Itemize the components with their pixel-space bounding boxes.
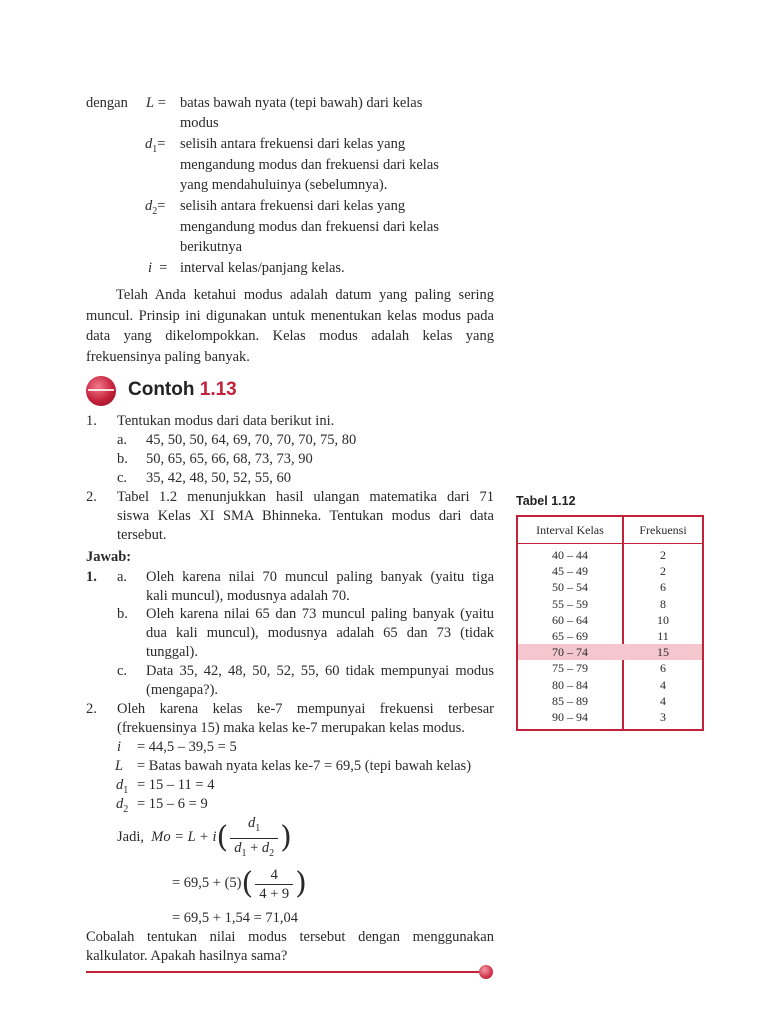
answer-text-line: tunggal).	[146, 644, 198, 660]
item-letter: b.	[117, 606, 128, 622]
def-text-line: batas bawah nyata (tepi bawah) dari kelas	[180, 95, 423, 111]
formula-lhs: Mo	[151, 829, 171, 846]
calc-L-line: = Batas bawah nyata kelas ke-7 = 69,5 (tepi bawah kelas)	[137, 758, 472, 774]
table-cell-frequency: 4	[660, 693, 666, 708]
item-text: 45, 50, 50, 64, 69, 70, 70, 70, 75, 80	[146, 432, 357, 448]
table-cell-interval: 50 – 54	[552, 580, 588, 595]
table-header	[518, 517, 702, 544]
def-text-line: modus	[180, 115, 219, 131]
item-letter: c.	[117, 470, 128, 486]
table-cell-interval: 80 – 84	[552, 677, 588, 692]
table-row	[518, 596, 702, 612]
answer-text-line: Data 35, 42, 48, 50, 52, 55, 60 tidak mempunyai modus	[146, 663, 494, 679]
answer-text-line: kali muncul), modusnya adalah 70.	[146, 588, 350, 604]
item-text: 50, 65, 65, 66, 68, 73, 73, 90	[146, 451, 313, 467]
answer-text-line: (frekuensinya 15) maka kelas ke-7 merupakan kelas modus.	[117, 720, 465, 736]
def-text-line: mengandung modus dan frekuensi dari kelas	[180, 219, 439, 235]
mode-formula: Jadi, Mo = L + i ( $\frac{d_1}{d_1 + d_2}$ )	[117, 818, 292, 858]
answer-text-line: Oleh karena nilai 70 muncul paling banyak (yaitu tiga	[146, 569, 494, 585]
table-row	[518, 563, 702, 579]
table-cell-frequency: 8	[660, 596, 666, 611]
def-equals: =	[159, 260, 168, 276]
def-symbol: d	[145, 136, 153, 152]
table-row	[518, 677, 702, 693]
def-symbol: d	[145, 198, 153, 214]
calc-d1-line: = 15 – 11 = 4	[137, 777, 215, 793]
calc-i-line: = 44,5 – 39,5 = 5	[137, 739, 237, 755]
def-text-line: yang mendahuluinya (sebelumnya).	[180, 177, 388, 193]
def-equals: =	[157, 198, 166, 214]
table-header-frequency: Frekuensi	[639, 523, 687, 537]
mode-step-2: = 69,5 + (5) ( $\frac{4}{4 + 9}$ )	[172, 866, 307, 902]
def-row-d1-cont	[0, 156, 768, 176]
answer-text-line: dua kali muncul), modusnya adalah 65 dan 73 (tidak	[146, 625, 494, 641]
question-number: 1.	[86, 413, 97, 429]
def-equals: =	[157, 136, 166, 152]
question-text: Tentukan modus dari data berikut ini.	[117, 413, 335, 429]
def-symbol: i	[148, 260, 153, 276]
jadi-label: Jadi,	[117, 829, 144, 846]
table-row	[518, 693, 702, 709]
step2-fraction: $\frac{4}{4 + 9}$	[255, 866, 293, 903]
table-cell-interval: 55 – 59	[552, 596, 588, 611]
table-cell-frequency: 2	[660, 548, 666, 562]
def-text-line: selisih antara frekuensi dari kelas yang	[180, 198, 406, 214]
question-text-line: Tabel 1.2 menunjukkan hasil ulangan matematika dari 71	[117, 489, 494, 505]
footer-ball-icon	[479, 965, 493, 979]
question-text-line: siswa Kelas XI SMA Bhinneka. Tentukan modus dari data	[117, 508, 494, 524]
formula-eq: = L + i	[174, 829, 217, 846]
table-cell-interval: 60 – 64	[552, 612, 588, 627]
answer-number: 1.	[86, 569, 97, 585]
def-text-line: interval kelas/panjang kelas.	[180, 260, 345, 276]
def-row-i	[0, 259, 768, 279]
def-row-d2-cont	[0, 218, 768, 238]
table-cell-interval: 75 – 79	[552, 661, 588, 676]
frequency-table	[516, 515, 704, 731]
contoh-label: Contoh	[128, 379, 195, 400]
contoh-heading	[128, 378, 237, 402]
answer-text-line: (mengapa?).	[146, 682, 219, 698]
def-row-d1-cont	[0, 176, 768, 196]
item-letter: a.	[117, 569, 128, 585]
def-lead-word: dengan	[86, 95, 128, 111]
def-text-line: mengandung modus dan frekuensi dari kelas	[180, 157, 439, 173]
mode-step-3: = 69,5 + 1,54 = 71,04	[172, 910, 299, 926]
contoh-number: 1.13	[199, 379, 237, 400]
table-cell-frequency: 6	[660, 661, 666, 676]
table-header-interval: Interval Kelas	[536, 523, 604, 537]
def-row-d2	[0, 197, 768, 217]
def-symbol: L	[146, 95, 155, 111]
closing-text-line: kalkulator. Apakah hasilnya sama?	[86, 948, 288, 964]
footer-rule	[86, 971, 482, 973]
def-row-L-cont	[0, 114, 768, 134]
table-row	[518, 709, 702, 725]
step2-eq: = 69,5 + (5)	[172, 875, 242, 892]
formula-fraction: $\frac{d_1}{d_1 + d_2}$	[230, 814, 278, 863]
intro-paragraph-text: Telah Anda ketahui modus adalah datum yang paling sering muncul. Prinsip ini digunakan untuk menentukan kelas modus pada data yang dikelompokkan. Kelas modus adalah kelas yang frekuensinya paling banyak.	[86, 287, 494, 365]
table-cell-interval: 90 – 94	[552, 710, 588, 724]
def-symbol-sub: 2	[152, 206, 158, 217]
item-letter: a.	[117, 432, 128, 448]
table-cell-frequency: 3	[660, 710, 666, 724]
item-letter: c.	[117, 663, 128, 679]
def-symbol-sub: 1	[152, 144, 158, 155]
question-number: 2.	[86, 489, 97, 505]
closing-text-line: Cobalah tentukan nilai modus tersebut dengan menggunakan	[86, 929, 494, 945]
answer-number: 2.	[86, 701, 97, 717]
contoh-ball-icon	[86, 376, 116, 406]
table-cell-frequency: 11	[657, 629, 669, 643]
intro-paragraph	[86, 285, 494, 367]
table-cell-interval: 40 – 44	[552, 548, 588, 562]
answer-text-line: Oleh karena kelas ke-7 mempunyai frekuensi terbesar	[117, 701, 494, 717]
table-cell-frequency: 10	[657, 612, 669, 627]
table-cell-interval: 65 – 69	[552, 629, 588, 643]
table-row	[518, 628, 702, 644]
calc-d2-line: = 15 – 6 = 9	[137, 796, 208, 812]
table-row	[518, 579, 702, 595]
item-text: 35, 42, 48, 50, 52, 55, 60	[146, 470, 291, 486]
def-row-d1	[0, 135, 768, 155]
table-caption: Tabel 1.12	[516, 494, 576, 508]
table-cell-frequency: 15	[657, 645, 669, 660]
question-text-line: tersebut.	[117, 527, 167, 543]
table-row	[518, 660, 702, 676]
table-cell-interval: 85 – 89	[552, 693, 588, 708]
table-row	[518, 547, 702, 563]
def-equals: =	[157, 95, 166, 111]
item-letter: b.	[117, 451, 128, 467]
table-cell-interval: 70 – 74	[552, 645, 588, 660]
def-text-line: berikutnya	[180, 239, 243, 255]
def-text-line: selisih antara frekuensi dari kelas yang	[180, 136, 406, 152]
def-row-d2-cont	[0, 238, 768, 258]
def-row-L	[0, 94, 768, 114]
jawab-label: Jawab:	[86, 549, 132, 565]
table-cell-frequency: 6	[660, 580, 666, 595]
table-cell-frequency: 2	[660, 564, 666, 579]
table-cell-interval: 45 – 49	[552, 564, 588, 579]
table-row	[518, 612, 702, 628]
answer-text-line: Oleh karena nilai 65 dan 73 muncul paling banyak (yaitu	[146, 606, 494, 622]
table-row	[518, 644, 702, 660]
table-cell-frequency: 4	[660, 677, 666, 692]
